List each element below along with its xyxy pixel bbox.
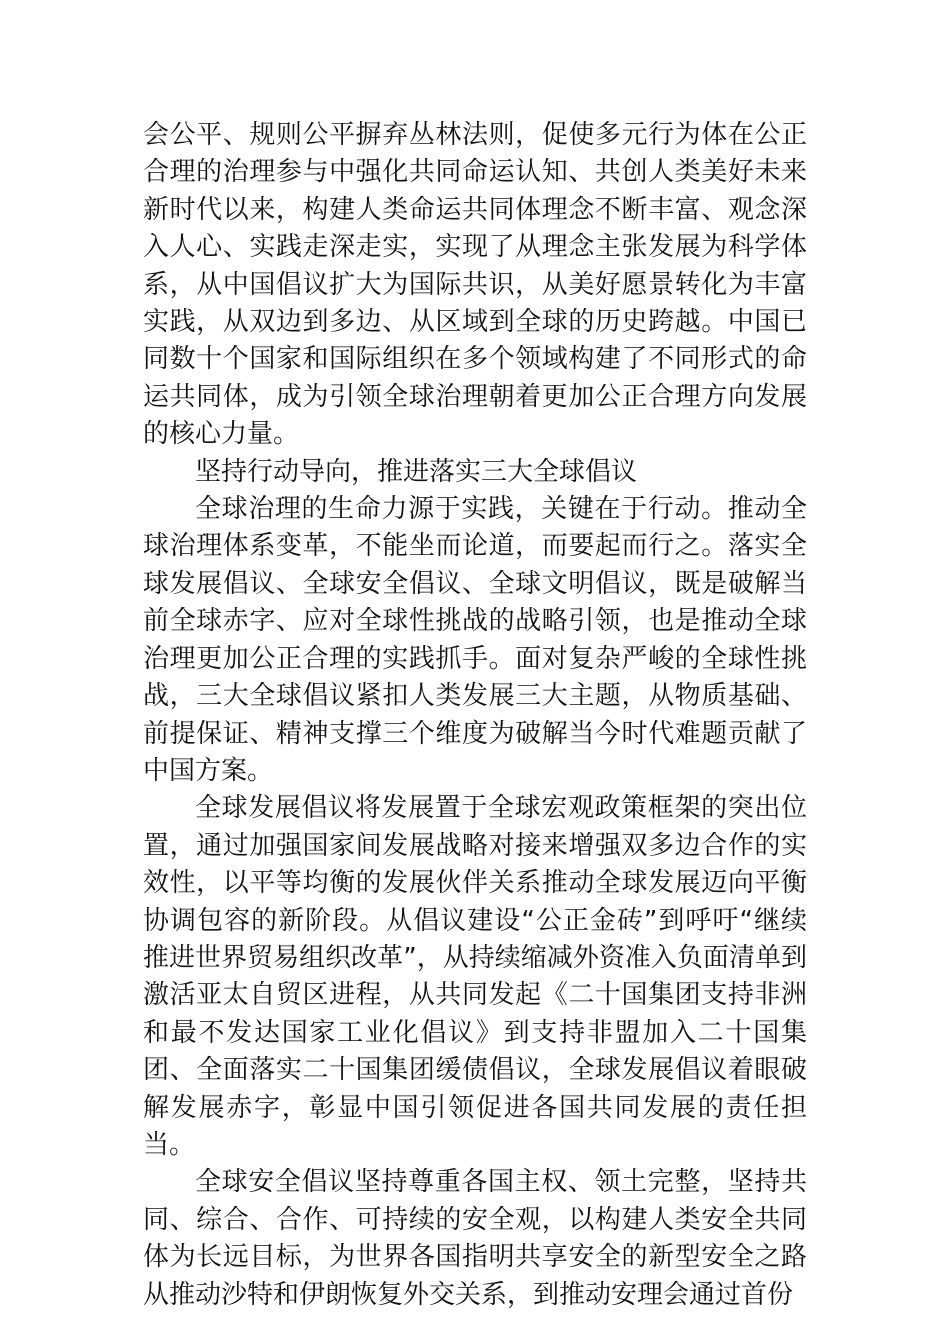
paragraph-action: 全球治理的生命力源于实践，关键在于行动。推动全球治理体系变革，不能坐而论道，而要起而行之。落实全球发展倡议、全球安全倡议、全球文明倡议，既是破解当前全球赤字、应对全球性挑战的战略引领，也是推动全球治理更加公正合理的实践抓手。面对复杂严峻的全球性挑战，三大全球倡议紧扣人类发展三大主题，从物质基础、前提保证、精神支撑三个维度为破解当今时代难题贡献了中国方案。 [143,494,807,786]
paragraph-intro: 会公平、规则公平摒弃丛林法则，促使多元行为体在公正合理的治理参与中强化共同命运认知、共创人类美好未来新时代以来，构建人类命运共同体理念不断丰富、观念深入人心、实践走深走实，实现了从理念主张发展为科学体系，从中国倡议扩大为国际共识，从美好愿景转化为丰富实践，从双边到多边、从区域到全球的历史跨越。中国已同数十个国家和国际组织在多个领域构建了不同形式的命运共同体，成为引领全球治理朝着更加公正合理方向发展的核心力量。 [143,120,807,450]
paragraph-development-initiative: 全球发展倡议将发展置于全球宏观政策框架的突出位置，通过加强国家间发展战略对接来增强双多边合作的实效性，以平等均衡的发展伙伴关系推动全球发展迈向平衡协调包容的新阶段。从倡议建设“公正金砖”到呼吁“继续推进世界贸易组织改革”，从持续缩减外资准入负面清单到激活亚太自贸区进程，从共同发起《二十国集团支持非洲和最不发达国家工业化倡议》到支持非盟加入二十国集团、全面落实二十国集团缓债倡议，全球发展倡议着眼破解发展赤字，彰显中国引领促进各国共同发展的责任担当。 [143,793,807,1160]
section-heading: 坚持行动导向，推进落实三大全球倡议 [195,456,638,487]
paragraph-security-initiative: 全球安全倡议坚持尊重各国主权、领土完整，坚持共同、综合、合作、可持续的安全观，以构建人类安全共同体为长远目标，为世界各国指明共享安全的新型安全之路从推动沙特和伊朗恢复外交关系，到推动安理会通过首份 [143,1167,807,1310]
document-body [143,117,807,1314]
